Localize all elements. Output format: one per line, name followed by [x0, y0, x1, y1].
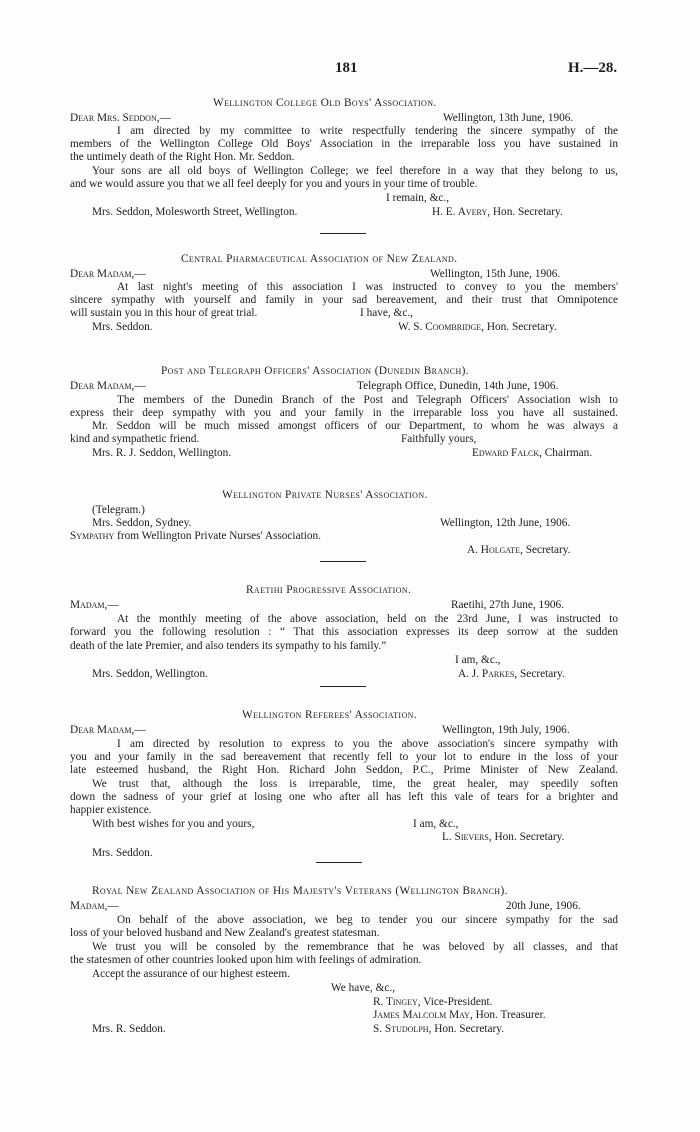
signature-line — [442, 831, 564, 844]
letter-title: Post and Telegraph Officers' Association (Dunedin Branch). — [161, 365, 470, 377]
signatory-name: W. S. Coombridge — [398, 321, 482, 333]
addressee: Mrs. R. J. Seddon, Wellington. — [92, 447, 232, 459]
body-line: At the monthly meeting of the above association, held on the 23rd June, I was instructed to — [117, 613, 618, 625]
addressee: Mrs. R. Seddon. — [92, 1023, 166, 1035]
addressee: Mrs. Seddon, Wellington. — [92, 668, 208, 680]
letter-title: Raetihi Progressive Association. — [246, 584, 412, 596]
telegram-note: (Telegram.) — [92, 504, 145, 516]
body-line: We trust that, although the loss is irreparable, time, the great healer, may speedily soften — [92, 778, 618, 790]
signature-line — [467, 544, 570, 557]
addressee: Mrs. Seddon, Molesworth Street, Wellington. — [92, 206, 298, 218]
signatory-role: , Chairman. — [539, 447, 593, 459]
letter-date: Wellington, 13th June, 1906. — [443, 112, 574, 124]
letter-title: Wellington Referees' Association. — [242, 709, 418, 721]
body-line: death of the late Premier, and also tenders its sympathy to his family.” — [70, 640, 387, 652]
signature-line — [398, 321, 557, 334]
body-line: forward you the following resolution : “ That this association expresses its deep sorrow at the sudden — [70, 626, 618, 638]
body-line: Accept the assurance of our highest esteem. — [92, 968, 290, 980]
body-line: Mr. Seddon will be much missed amongst officers of our Department, to whom he was always a — [92, 420, 618, 432]
body-line: the statesmen of other countries looked upon him with feelings of admiration. — [70, 954, 422, 966]
signatory-name: Edward Falck — [472, 447, 540, 459]
salutation: Madam,— — [70, 900, 119, 912]
signatory-name: S. Studolph — [373, 1023, 429, 1035]
body-line: With best wishes for you and yours, — [92, 818, 255, 830]
salutation: Dear Madam,— — [70, 380, 146, 392]
body-line: late esteemed husband, the Right Hon. Richard John Seddon, P.C., Prime Minister of New Zealand. — [70, 764, 618, 776]
letter-date: Raetihi, 27th June, 1906. — [451, 599, 564, 611]
salutation: Dear Mrs. Seddon,— — [70, 112, 171, 124]
signatory-name: A. Holgate — [467, 544, 521, 556]
signatory-role: , Hon. Treasurer. — [469, 1009, 546, 1021]
letter-date: 20th June, 1906. — [506, 900, 581, 912]
body-line: We trust you will be consoled by the remembrance that he was beloved by all classes, and that — [92, 941, 618, 953]
closing: I am, &c., — [455, 654, 501, 666]
body-lead-word: Sympathy — [70, 530, 115, 542]
signature-line — [432, 206, 563, 219]
body-line: down the sadness of your grief at losing one who after all has left this vale of tears for a brighter and — [70, 791, 618, 803]
signatory-role: , Vice-President. — [417, 996, 493, 1008]
signatory-role: , Hon. Secretary. — [481, 321, 557, 333]
body-line: kind and sympathetic friend. — [70, 433, 200, 445]
salutation: Madam,— — [70, 599, 119, 611]
letter-title: Wellington Private Nurses' Association. — [222, 489, 428, 501]
letter-date: Wellington, 12th June, 1906. — [440, 517, 571, 529]
signature-line — [373, 1009, 546, 1022]
letter-title: Wellington College Old Boys' Association. — [213, 97, 437, 109]
signatory-name: L. Sievers — [442, 831, 489, 843]
section-divider — [320, 233, 366, 234]
document-reference: H.—28. — [568, 60, 618, 76]
body-line: will sustain you in this hour of great trial. — [70, 307, 258, 319]
signature-line — [373, 996, 493, 1009]
salutation: Dear Madam,— — [70, 268, 146, 280]
addressee: Mrs. Seddon. — [92, 847, 153, 859]
signatory-name: H. E. Avery — [432, 206, 488, 218]
signatory-name: R. Tingey — [373, 996, 418, 1008]
body-line: loss of your beloved husband and New Zealand's greatest statesman. — [70, 927, 380, 939]
body-line: On behalf of the above association, we beg to tender you our sincere sympathy for the sad — [117, 914, 618, 926]
closing: I remain, &c., — [386, 192, 450, 204]
body-line: At last night's meeting of this association I was instructed to convey to you the members' — [117, 281, 618, 293]
closing: We have, &c., — [331, 982, 396, 994]
signatory-role: , Hon. Secretary. — [488, 831, 565, 843]
body-line: you and your family in the sad bereavement that recently fell to your lot to endure in the loss of your — [70, 751, 618, 763]
letter-title: Royal New Zealand Association of His Majesty's Veterans (Wellington Branch). — [92, 885, 508, 897]
letter-date: Wellington, 19th July, 1906. — [442, 724, 570, 736]
body-line: express their deep sympathy with you and your family in the irreparable loss you have all sustained. — [70, 407, 618, 419]
salutation: Dear Madam,— — [70, 724, 146, 736]
signatory-role: , Hon. Secretary. — [487, 206, 563, 218]
body-text: from Wellington Private Nurses' Association. — [114, 530, 321, 542]
section-divider — [320, 561, 366, 562]
closing: Faithfully yours, — [401, 433, 477, 445]
signatory-name: A. J. Parkes — [458, 668, 515, 680]
body-line: sincere sympathy with yourself and family in your sad bereavement, and their trust that Omnipotence — [70, 294, 618, 306]
signatory-role: , Hon. Secretary. — [428, 1023, 505, 1035]
body-line: the untimely death of the Right Hon. Mr. Seddon. — [70, 151, 295, 163]
letter-title: Central Pharmaceutical Association of New Zealand. — [181, 253, 458, 265]
body-line: I am directed by my committee to write respectfully tendering the sincere sympathy of the — [117, 125, 618, 137]
body-line: I am directed by resolution to express to you the above association's sincere sympathy with — [117, 738, 618, 750]
signature-line — [472, 447, 592, 460]
body-line: members of the Wellington College Old Boys' Association in the irreparable loss you have sustained in — [70, 138, 618, 150]
signatory-role: , Secretary. — [514, 668, 565, 680]
signature-line — [373, 1023, 504, 1036]
body-line: Your sons are all old boys of Wellington College; we feel therefore in a way that they belong to us, — [92, 165, 618, 177]
closing: I have, &c., — [360, 307, 414, 319]
body-line: happier existence. — [70, 804, 152, 816]
letter-date: Telegraph Office, Dunedin, 14th June, 1906. — [357, 380, 559, 392]
letter-date: Wellington, 15th June, 1906. — [430, 268, 561, 280]
signatory-role: , Secretary. — [520, 544, 571, 556]
body-line — [70, 530, 321, 543]
addressee: Mrs. Seddon, Sydney. — [92, 517, 192, 529]
signatory-name: James Malcolm May — [373, 1009, 470, 1021]
body-line: The members of the Dunedin Branch of the Post and Telegraph Officers' Association wish to — [117, 394, 618, 406]
body-line: and we would assure you that we all feel deeply for you and yours in your time of trouble. — [70, 178, 478, 190]
addressee: Mrs. Seddon. — [92, 321, 153, 333]
closing: I am, &c., — [413, 818, 459, 830]
signature-line — [458, 668, 565, 681]
page-number: 181 — [335, 60, 358, 76]
section-divider — [316, 862, 362, 863]
section-divider — [320, 686, 366, 687]
